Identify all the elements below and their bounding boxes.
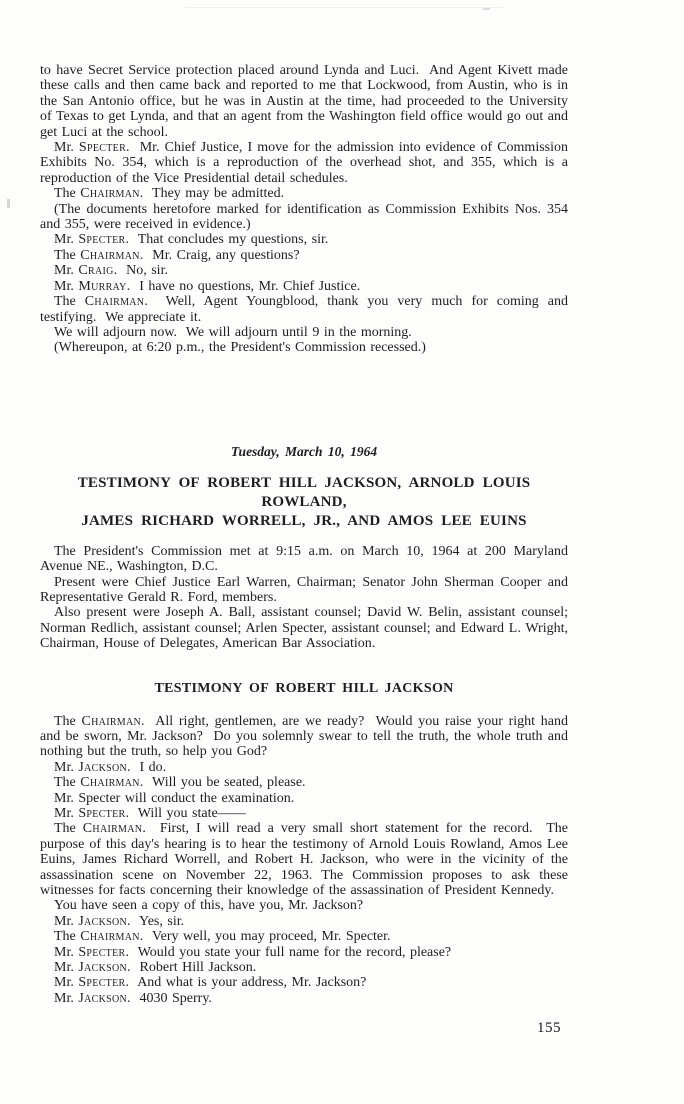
speaker-prefix: The: [54, 294, 85, 310]
speech-paragraph: [40, 714, 568, 760]
speaker-prefix: Mr.: [54, 944, 79, 960]
speech-paragraph: [40, 186, 568, 201]
paragraph: (The documents heretofore marked for identification as Commission Exhibits Nos. 354 and 355, were received in evidence.): [40, 201, 568, 233]
main-heading-line1: TESTIMONY OF ROBERT HILL JACKSON, ARNOLD LOUIS ROWLAND,: [77, 474, 531, 510]
speaker-name: Chairman: [80, 929, 140, 945]
speaker-prefix: The: [54, 775, 81, 791]
speaker-name: Chairman: [84, 294, 145, 310]
speaker-prefix: Mr.: [54, 990, 79, 1006]
speaker-name: Jackson: [78, 960, 128, 976]
section-heading: TESTIMONY OF ROBERT HILL JACKSON: [154, 680, 454, 696]
speech-text: . No, sir.: [113, 263, 168, 279]
speaker-name: Chairman: [81, 713, 142, 729]
speech-paragraph: [40, 760, 568, 775]
speech-text: . Will you be seated, please.: [139, 775, 306, 791]
speaker-name: Specter: [78, 975, 126, 991]
speaker-name: Chairman: [80, 186, 140, 202]
speaker-prefix: Mr.: [54, 960, 79, 976]
speaker-name: Specter: [78, 232, 126, 248]
speech-paragraph: [40, 232, 568, 247]
speaker-name: Jackson: [78, 759, 128, 775]
speech-text: . Very well, you may proceed, Mr. Specter.: [139, 929, 391, 945]
speech-paragraph: [40, 821, 568, 898]
speech-text: . And what is your address, Mr. Jackson?: [125, 975, 367, 991]
main-heading: [40, 474, 568, 531]
speech-text: . Well, Agent Youngblood, thank you very much for coming and testifying. We appreciate it.: [40, 294, 569, 325]
speaker-prefix: The: [54, 929, 81, 945]
paragraph: We will adjourn now. We will adjourn until 9 in the morning.: [54, 324, 412, 340]
speaker-name: Specter: [78, 944, 126, 960]
speech-paragraph: [40, 263, 568, 278]
speaker-name: Chairman: [80, 775, 140, 791]
speaker-name: Specter: [78, 806, 126, 821]
scan-artifact-mark: [7, 199, 10, 208]
speech-text: . I do.: [127, 759, 167, 775]
speaker-name: Jackson: [78, 913, 128, 929]
speech-text: . They may be admitted.: [139, 186, 285, 202]
speaker-name: Craig: [78, 263, 114, 279]
paragraph: to have Secret Service protection placed around Lynda and Luci. And Agent Kivett made these calls and then came back and reported to me that Lockwood, from Austin, who is in the San Antonio office, but he was in Austin at the time, had proceeded to the University of Texas to get Lynda, and that an agent from the Washington field office would go out and get Luci at the school.: [40, 63, 568, 140]
speaker-prefix: Mr.: [54, 140, 79, 156]
main-heading-line2: JAMES RICHARD WORRELL, JR., AND AMOS LEE EUINS: [81, 512, 527, 529]
paragraph: Present were Chief Justice Earl Warren, Chairman; Senator John Sherman Cooper and Representative Gerald R. Ford, members.: [40, 574, 568, 605]
speech-text: . Yes, sir.: [127, 913, 185, 929]
session-intro-block: [40, 544, 568, 652]
speech-paragraph: [40, 806, 568, 821]
paragraph: (Whereupon, at 6:20 p.m., the President's Commission recessed.): [54, 340, 426, 356]
speech-text: . Mr. Craig, any questions?: [139, 247, 300, 263]
speech-text: . First, I will read a very small short statement for the record. The purpose of this day's hearing is to hear the testimony of Arnold Louis Rowland, Amos Lee Euins, James Richard Worrell, and Robert H. Jackson, who were in the vicinity of the assassination scene on November 22, 1963. The Commission proposes to ask these witnesses for facts concerning their knowledge of the assassination of President Kennedy.: [40, 821, 569, 899]
speech-paragraph: [40, 294, 568, 325]
paragraph: Mr. Specter will conduct the examination.: [54, 790, 295, 806]
continuation-block: [40, 63, 568, 356]
paragraph: The President's Commission met at 9:15 a.m. on March 10, 1964 at 200 Maryland Avenue NE., Washington, D.C.: [40, 543, 568, 575]
speech-text: . Mr. Chief Justice, I move for the admission into evidence of Commission Exhibits No. 354, which is a reproduction of the overhead shot, and 355, which is a reproduction of the Vice Presidential detail schedules.: [40, 140, 569, 186]
speaker-prefix: The: [54, 247, 81, 263]
speech-paragraph: [40, 960, 568, 975]
speaker-name: Chairman: [82, 821, 143, 837]
speech-paragraph: [40, 914, 568, 929]
speaker-prefix: Mr.: [54, 806, 79, 821]
speaker-prefix: Mr.: [54, 913, 79, 929]
speaker-name: Jackson: [78, 990, 128, 1006]
speaker-prefix: Mr.: [54, 759, 79, 775]
speaker-name: Specter: [78, 140, 127, 156]
speaker-prefix: Mr.: [54, 975, 79, 991]
speech-paragraph: [40, 945, 568, 960]
speaker-prefix: Mr.: [54, 232, 79, 248]
scan-artifact-line: [185, 7, 503, 8]
paragraph: Also present were Joseph A. Ball, assistant counsel; David W. Belin, assistant counsel; Norman Redlich, assistant counsel; Arlen Specter, assistant counsel; and Edward L. Wright, Chairman, House of Delegates, American Bar Association.: [40, 605, 568, 652]
speech-paragraph: [40, 929, 568, 944]
testimony-block: [40, 714, 568, 1007]
speech-text: . Would you state your full name for the record, please?: [125, 944, 452, 960]
speaker-name: Murray: [78, 278, 127, 294]
page-number: 155: [537, 1020, 561, 1036]
speaker-prefix: The: [54, 821, 83, 837]
speech-text: . I have no questions, Mr. Chief Justice.: [126, 278, 361, 294]
speech-paragraph: [40, 279, 568, 294]
page-content: [40, 63, 568, 1006]
speech-text: . All right, gentlemen, are we ready? Would you raise your right hand and be sworn, Mr. Jackson? Do you solemnly swear to tell the truth, the whole truth and nothing but the truth, so help you God?: [40, 713, 569, 760]
paragraph: You have seen a copy of this, have you, Mr. Jackson?: [54, 898, 364, 914]
speech-text: . Robert Hill Jackson.: [127, 960, 257, 976]
scan-artifact-speck: [483, 8, 490, 10]
date-heading: Tuesday, March 10, 1964: [230, 443, 378, 459]
speech-paragraph: [40, 248, 568, 263]
speaker-prefix: Mr.: [54, 263, 79, 279]
speech-text: . Will you state——: [125, 806, 246, 821]
speech-paragraph: [40, 975, 568, 990]
speech-paragraph: [40, 140, 568, 186]
speaker-prefix: The: [54, 713, 82, 729]
speaker-name: Chairman: [80, 247, 140, 263]
speech-text: . That concludes my questions, sir.: [125, 232, 329, 248]
speaker-prefix: The: [54, 186, 81, 202]
speaker-prefix: Mr.: [54, 278, 79, 294]
speech-paragraph: [40, 991, 568, 1006]
speech-paragraph: [40, 775, 568, 790]
speech-text: . 4030 Sperry.: [127, 990, 212, 1006]
